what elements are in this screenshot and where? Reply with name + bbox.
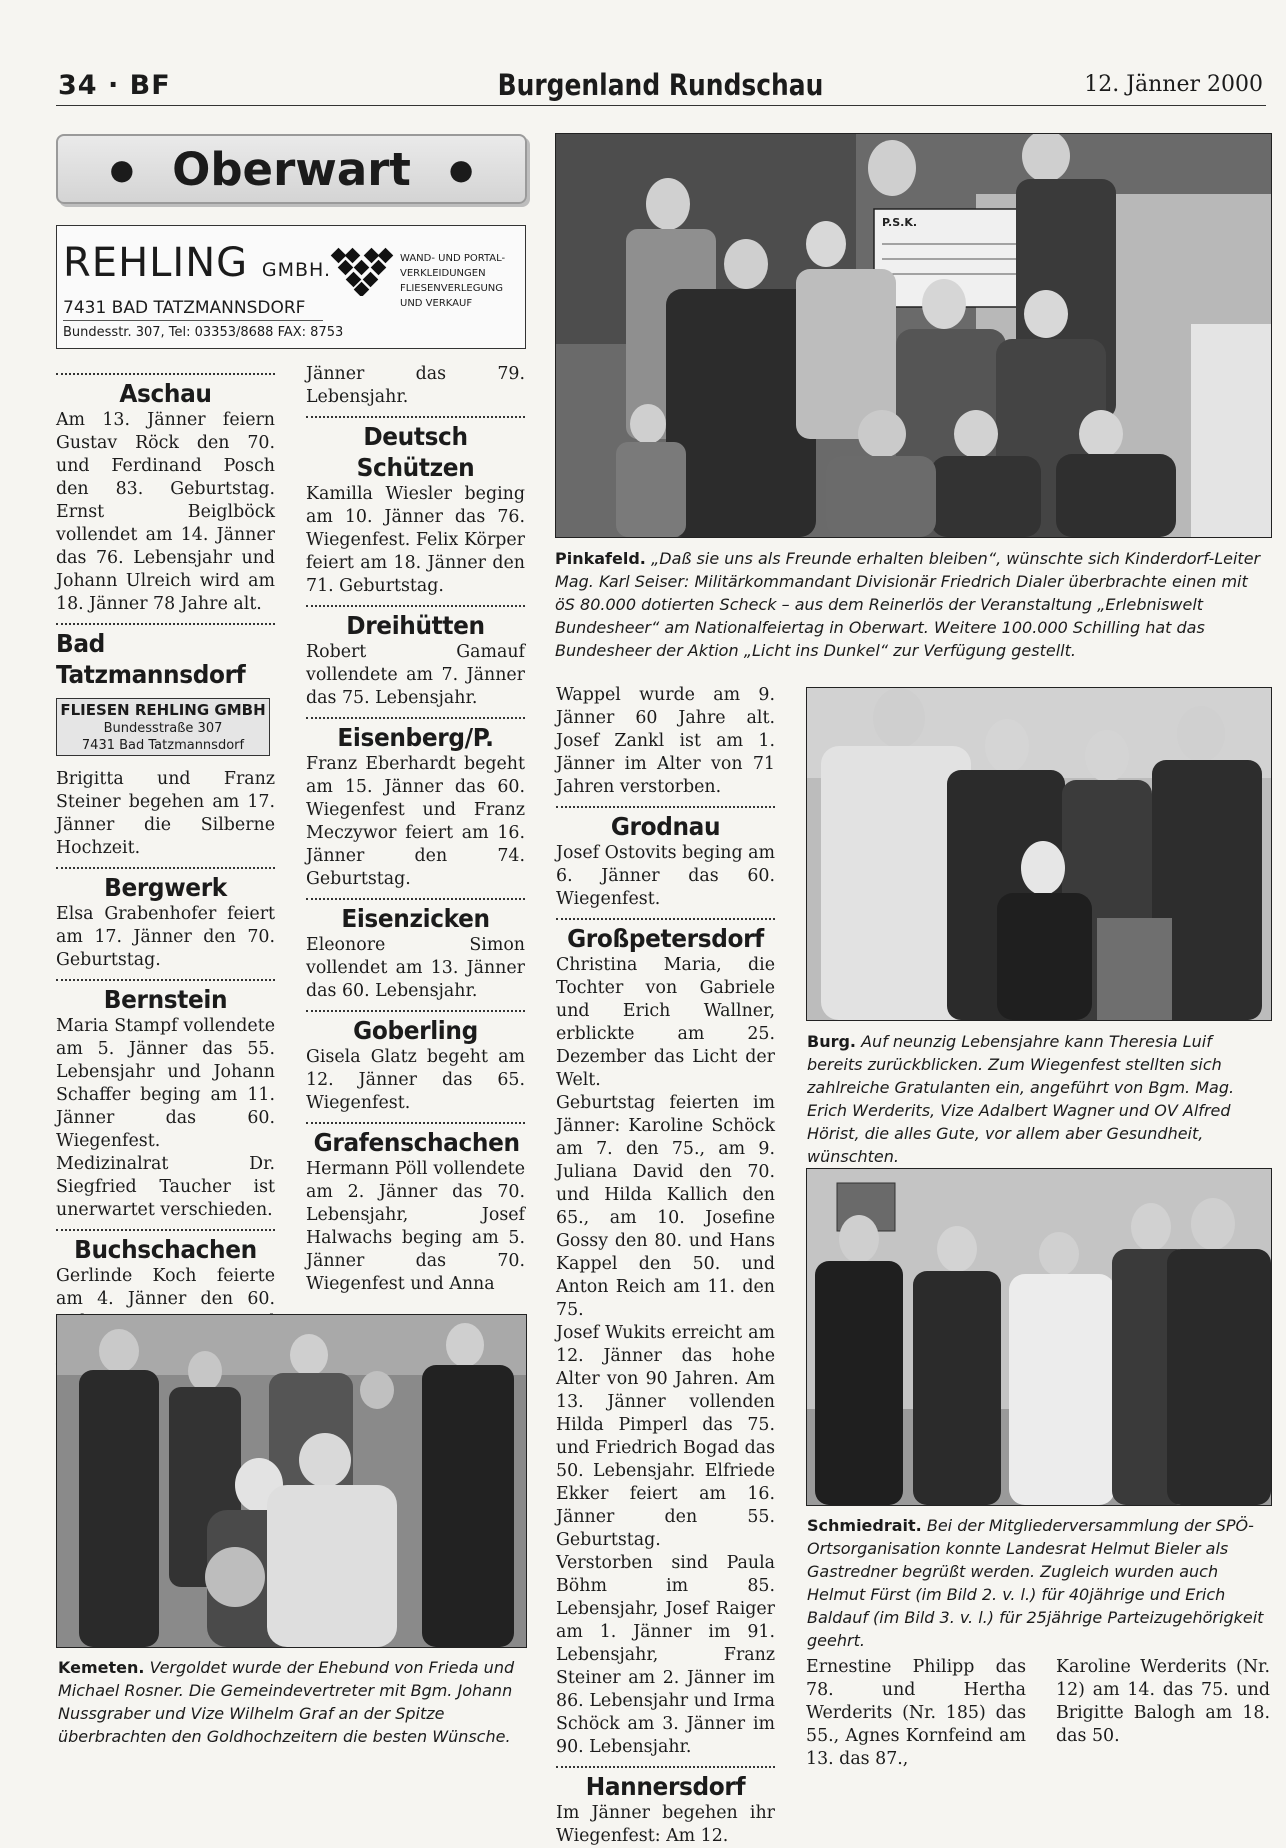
ad-brand-suffix: GMBH. (261, 259, 332, 281)
heading-buchschachen: Buchschachen (74, 1235, 257, 1264)
dotted-divider (306, 898, 525, 900)
heading-grodnau: Grodnau (610, 812, 721, 841)
ad-services: WAND- UND PORTAL-VERKLEIDUNGEN FLIESENVERLEGUNG UND VERKAUF (400, 253, 506, 309)
heading-goberling: Goberling (353, 1016, 478, 1045)
caption-place: Burg. (807, 1032, 857, 1051)
text-buchschachen: Gerlinde Koch feierte am 4. Jänner den 60. (56, 1266, 275, 1309)
text-bergwerk: Elsa Grabenhofer feiert am 17. Jänner den 70. Geburtstag. (56, 904, 275, 970)
column-3 (556, 684, 775, 1848)
pinkafeld-caption (555, 547, 1270, 662)
ad-street: Bundesstr. 307, Tel: 03353/8688 FAX: 8753 (63, 325, 344, 340)
dotted-divider (56, 373, 275, 375)
text-grosspetersdorf-birth: Christina Maria, die Tochter von Gabriele und Erich Wallner, erblickte am 25. Dezember das Licht der Welt. (556, 955, 775, 1090)
text-hannersdorf-continued: Ernestine Philipp das 78. und Hertha Werderits (Nr. 185) das 55., Agnes Kornfeind am 13. das 87., (806, 1657, 1026, 1769)
caption-text: „Daß sie uns als Freunde erhalten bleiben“, wünschte sich Kinderdorf-Leiter Mag. Karl Seiser: Militärkommandant Divisionär Friedrich Dialer überbrachte einen mit öS 80.000 dotierten Scheck – aus dem Reinerlös der Veranstaltung „Erlebniswelt Bundesheer“ am Nationalfeiertag in Oberwart. Weitere 100.000 Schilling hat das Bundesheer der Aktion „Licht ins Dunkel“ zur Verfügung gestellt. (555, 549, 1261, 660)
heading-aschau: Aschau (119, 379, 212, 408)
text-aschau: Am 13. Jänner feiern Gustav Röck den 70. und Ferdinand Posch den 83. Geburtstag. Ernst Beiglböck vollendet am 14. Jänner das 76. Lebensjahr und Johann Ulreich wird am 18. Jänner 78 Jahre alt. (56, 410, 275, 614)
bullet-icon: ● (109, 152, 135, 186)
ad-line: Bundesstraße 307 (103, 721, 223, 736)
dotted-divider (556, 1766, 775, 1768)
text-grosspetersdorf-birthdays: Geburtstag feierten im Jänner: Karoline Schöck am 7. den 75., am 9. Juliana David den 70. und Hilda Kallich den 65., am 10. Josefine Gossy den 80. und Hans Kappel den 50. und Anton Reich am 11. den 75. (556, 1093, 775, 1320)
text-continued: Wappel wurde am 9. Jänner 60 Jahre alt. Josef Zankl ist am 1. Jänner im Alter von 71 Jahren verstorben. (556, 685, 775, 797)
text-eisenzicken: Eleonore Simon vollendet am 13. Jänner das 60. Lebensjahr. (306, 935, 525, 1001)
bullet-icon: ● (448, 152, 474, 186)
text-grosspetersdorf-deaths: Verstorben sind Paula Böhm im 85. Lebensjahr, Josef Raiger am 1. Jänner im 91. Lebensjahr, Franz Steiner am 2. Jänner im 86. Lebensjahr und Irma Schöck am 3. Jänner im 90. Lebensjahr. (556, 1553, 775, 1757)
column-5 (1056, 1656, 1270, 1748)
text-dreihuetten: Robert Gamauf vollendete am 7. Jänner das 75. Lebensjahr. (306, 642, 525, 708)
heading-bernstein: Bernstein (103, 985, 228, 1014)
dotted-divider (306, 717, 525, 719)
text-deutsch-schuetzen: Kamilla Wiesler beging am 10. Jänner das 76. Wiegenfest. Felix Körper feiert am 18. Jänner den 71. Geburtstag. (306, 484, 525, 596)
ad-brand (63, 240, 331, 286)
ad-brand-name: REHLING (63, 240, 249, 286)
pinkafeld-photo (555, 133, 1272, 538)
text-eisenberg: Franz Eberhardt begeht am 15. Jänner das 60. Wiegenfest und Franz Meczywor feiert am 16. Jänner den 74. Geburtstag. (306, 754, 525, 889)
ad-line: 7431 Bad Tatzmannsdorf (81, 738, 245, 753)
heading-grosspetersdorf: Großpetersdorf (567, 924, 764, 953)
column-4 (806, 1656, 1026, 1771)
caption-place: Pinkafeld. (555, 549, 646, 568)
column-1 (56, 366, 275, 1380)
text-bad-tatzmannsdorf: Brigitta und Franz Steiner begehen am 17. Jänner die Silberne Hochzeit. (56, 769, 275, 858)
header-rule (56, 105, 1266, 106)
check-logo: P.S.K. (882, 216, 918, 229)
fliesen-rehling-advert (56, 698, 270, 756)
ad-line: FLIESEN REHLING GMBH (60, 701, 266, 719)
burg-caption (807, 1030, 1271, 1168)
heading-hannersdorf: Hannersdorf (585, 1772, 746, 1801)
caption-text: Vergoldet wurde der Ehebund von Frieda und Michael Rosner. Die Gemeindevertreter mit Bgm. Johann Nussgraber und Vize Wilhelm Graf an der Spitze überbrachten den Goldhochzeitern die besten Wünsche. (58, 1658, 515, 1746)
ad-divider (63, 320, 323, 321)
dotted-divider (56, 623, 275, 625)
tile-heart-logo-icon (329, 242, 395, 296)
newspaper-title: Burgenland Rundschau (497, 68, 824, 102)
text-goberling: Gisela Glatz begeht am 12. Jänner das 65. Wiegenfest. (306, 1047, 525, 1113)
caption-place: Kemeten. (58, 1658, 145, 1677)
dotted-divider (306, 1122, 525, 1124)
kemeten-caption (58, 1656, 528, 1748)
dotted-divider (306, 416, 525, 418)
page-header (58, 66, 1263, 106)
caption-text: Bei der Mitgliederversammlung der SPÖ-Ortsorganisation konnte Landesrat Helmut Bieler als Gastredner begrüßt werden. Zugleich wurden auch Helmut Fürst (im Bild 2. v. l.) für 40jährige und Erich Baldauf (im Bild 3. v. l.) für 25jährige Parteizugehörigkeit geehrt. (807, 1516, 1264, 1650)
text-hannersdorf-end: Karoline Werderits (Nr. 12) am 14. das 75. und Brigitte Balogh am 18. das 50. (1056, 1657, 1270, 1746)
heading-eisenberg: Eisenberg/P. (337, 723, 494, 752)
dotted-divider (306, 1010, 525, 1012)
heading-bergwerk: Bergwerk (104, 873, 227, 902)
dotted-divider (56, 1229, 275, 1231)
dotted-divider (56, 979, 275, 981)
kemeten-photo (56, 1314, 527, 1648)
text-grosspetersdorf-wukits: Josef Wukits erreicht am 12. Jänner das hohe Alter von 90 Jahren. Am 13. Jänner vollenden Hilda Pimperl das 75. und Friedrich Bogad das 50. Lebensjahr. Elfriede Ekker feiert am 16. Jänner den 55. Geburtstag. (556, 1323, 775, 1550)
text-grafenschachen: Hermann Pöll vollendete am 2. Jänner das 70. Lebensjahr, Josef Halwachs beging am 5. Jänner das 70. Wiegenfest und Anna (306, 1159, 525, 1294)
dotted-divider (556, 918, 775, 920)
heading-eisenzicken: Eisenzicken (341, 904, 490, 933)
section-banner (56, 134, 527, 204)
schmiedrait-caption (807, 1514, 1271, 1652)
dotted-divider (306, 605, 525, 607)
rehling-advert (56, 225, 526, 349)
heading-grafenschachen: Grafenschachen (313, 1128, 520, 1157)
page-number: 34 · BF (58, 70, 171, 101)
text-continued: Jänner das 79. Lebensjahr. (306, 364, 525, 407)
dotted-divider (56, 867, 275, 869)
heading-deutsch-schuetzen: Deutsch Schützen (356, 422, 475, 482)
burg-photo (806, 687, 1272, 1021)
dotted-divider (556, 806, 775, 808)
caption-place: Schmiedrait. (807, 1516, 922, 1535)
caption-text: Auf neunzig Lebensjahre kann Theresia Luif bereits zurückblicken. Zum Wiegenfest stellten sich zahlreiche Gratulanten ein, angeführt von Bgm. Mag. Erich Werderits, Vize Adalbert Wagner und OV Alfred Hörist, die alles Gute, vor allem aber Gesundheit, wünschten. (807, 1032, 1235, 1166)
text-grodnau: Josef Ostovits beging am 6. Jänner das 60. Wiegenfest. (556, 843, 775, 909)
column-2 (306, 363, 525, 1296)
ad-town: 7431 BAD TATZMANNSDORF (63, 298, 306, 318)
heading-dreihuetten: Dreihütten (346, 611, 485, 640)
heading-bad-tatzmannsdorf: Bad Tatzmannsdorf (56, 629, 246, 689)
schmiedrait-photo (806, 1168, 1272, 1506)
text-hannersdorf: Im Jänner begehen ihr Wiegenfest: Am 12. (556, 1803, 775, 1846)
section-title: Oberwart (172, 142, 411, 196)
text-bernstein: Maria Stampf vollendete am 5. Jänner das 55. Lebensjahr und Johann Schaffer beging am 11. Jänner das 60. Wiegenfest. Medizinalrat Dr. Siegfried Taucher ist unerwartet verschieden. (56, 1016, 275, 1220)
issue-date: 12. Jänner 2000 (1084, 72, 1263, 97)
